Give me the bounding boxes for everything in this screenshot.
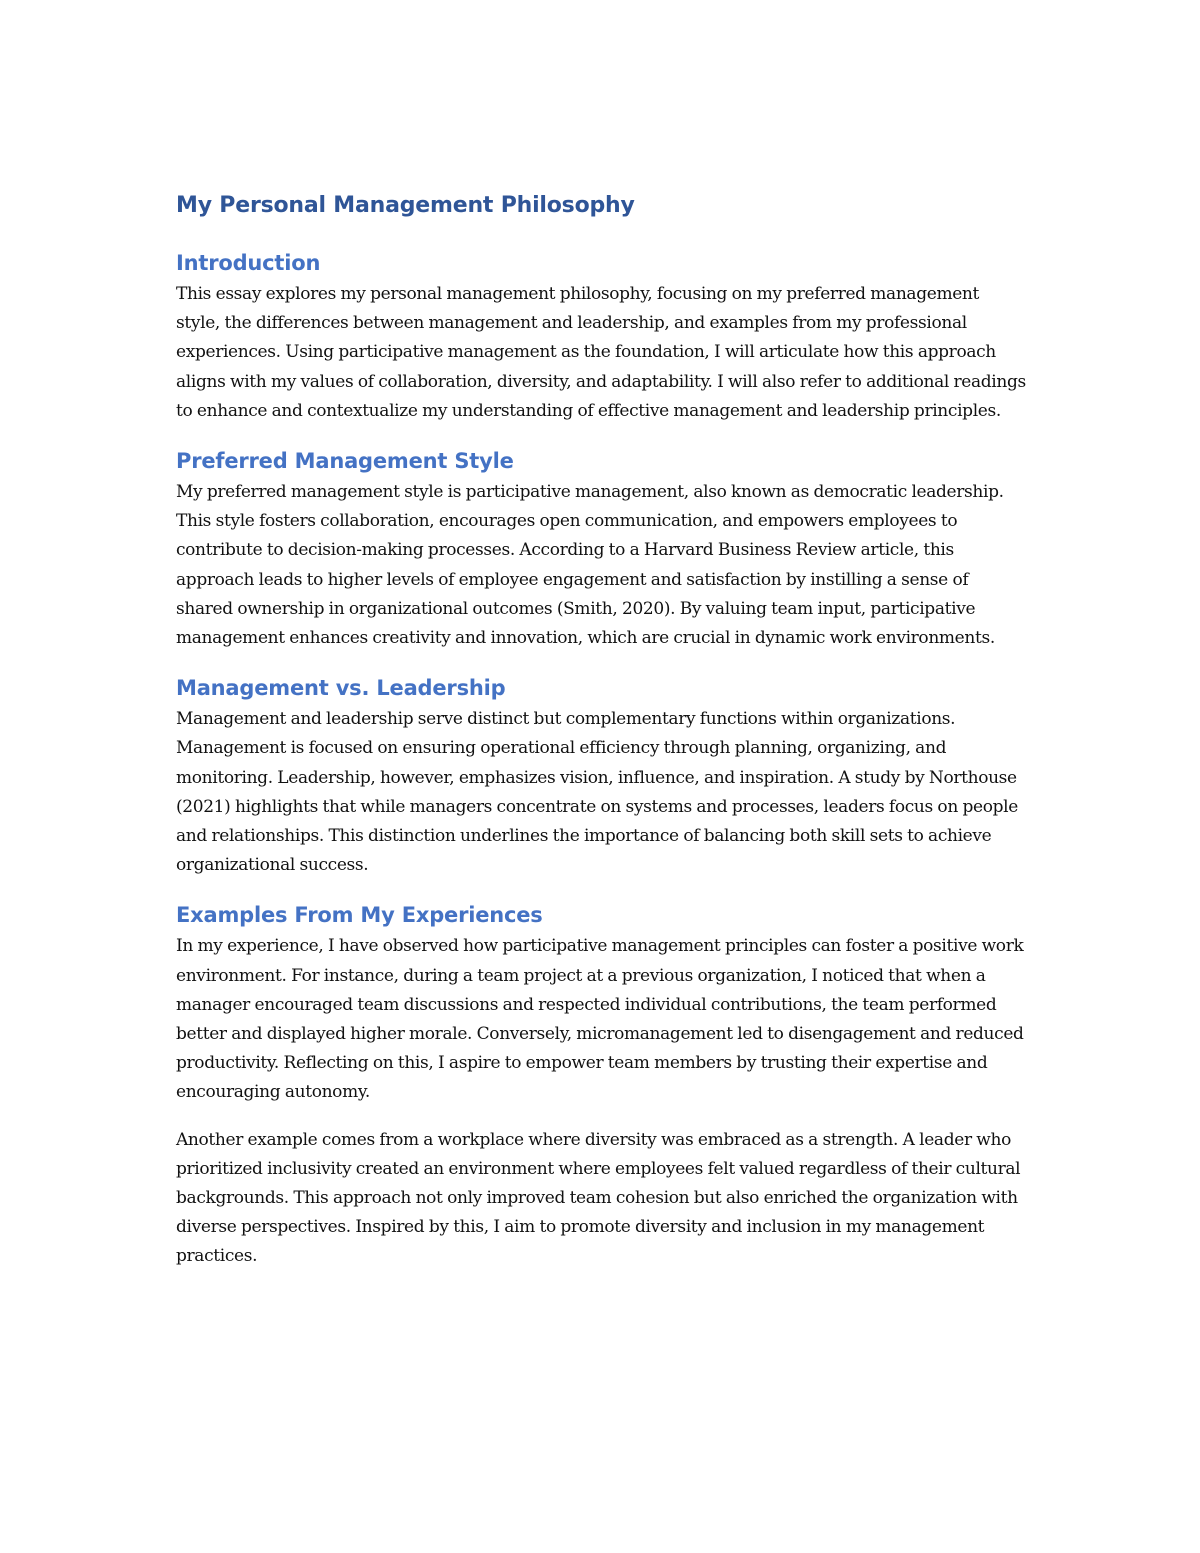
paragraph: Another example comes from a workplace where diversity was embraced as a strength. A leader who prioritized inclusivity created an environment where employees felt valued regardless of their cultural backgrounds. This approach not only improved team cohesion but also enriched the organization with diverse perspectives. Inspired by this, I aim to promote diversity and inclusion in my management practices. bbox=[176, 1129, 1021, 1267]
section-heading: Preferred Management Style bbox=[176, 449, 514, 474]
section-management-vs-leadership bbox=[176, 671, 1026, 880]
paragraph: My preferred management style is participative management, also known as democratic leadership. This style fosters collaboration, encourages open communication, and empowers employees to contribute to decision-making processes. According to a Harvard Business Review article, this approach leads to higher levels of employee engagement and satisfaction by instilling a sense of shared ownership in organizational outcomes (Smith, 2020). By valuing team input, participative management enhances creativity and innovation, which are crucial in dynamic work environments. bbox=[176, 482, 1004, 649]
section-introduction bbox=[176, 246, 1026, 426]
document-body bbox=[176, 188, 1026, 1272]
section-heading: Examples From My Experiences bbox=[176, 903, 543, 928]
section-heading: Introduction bbox=[176, 251, 321, 275]
section-examples-from-my-experiences bbox=[176, 898, 1026, 1271]
section-preferred-management-style bbox=[176, 444, 1026, 653]
paragraph: This essay explores my personal management philosophy, focusing on my preferred management style, the differences between management and leadership, and examples from my professional experiences. Using participative management as the foundation, I will articulate how this approach aligns with my values of collaboration, diversity, and adaptability. I will also refer to additional readings to enhance and contextualize my understanding of effective management and leadership principles. bbox=[176, 284, 1026, 421]
paragraph: Management and leadership serve distinct but complementary functions within organizations. Management is focused on ensuring operational efficiency through planning, organizing, and monitoring. Leadership, however, emphasizes vision, influence, and inspiration. A study by Northouse (2021) highlights that while managers concentrate on systems and processes, leaders focus on people and relationships. This distinction underlines the importance of balancing both skill sets to achieve organizational success. bbox=[176, 709, 1018, 876]
document-title: My Personal Management Philosophy bbox=[176, 193, 635, 218]
section-heading: Management vs. Leadership bbox=[176, 676, 506, 701]
paragraph: In my experience, I have observed how participative management principles can foster a positive work environment. For instance, during a team project at a previous organization, I noticed that when a manager encouraged team discussions and respected individual contributions, the team performed better and displayed higher morale. Conversely, micromanagement led to disengagement and reduced productivity. Reflecting on this, I aspire to empower team members by trusting their expertise and encouraging autonomy. bbox=[176, 936, 1024, 1103]
